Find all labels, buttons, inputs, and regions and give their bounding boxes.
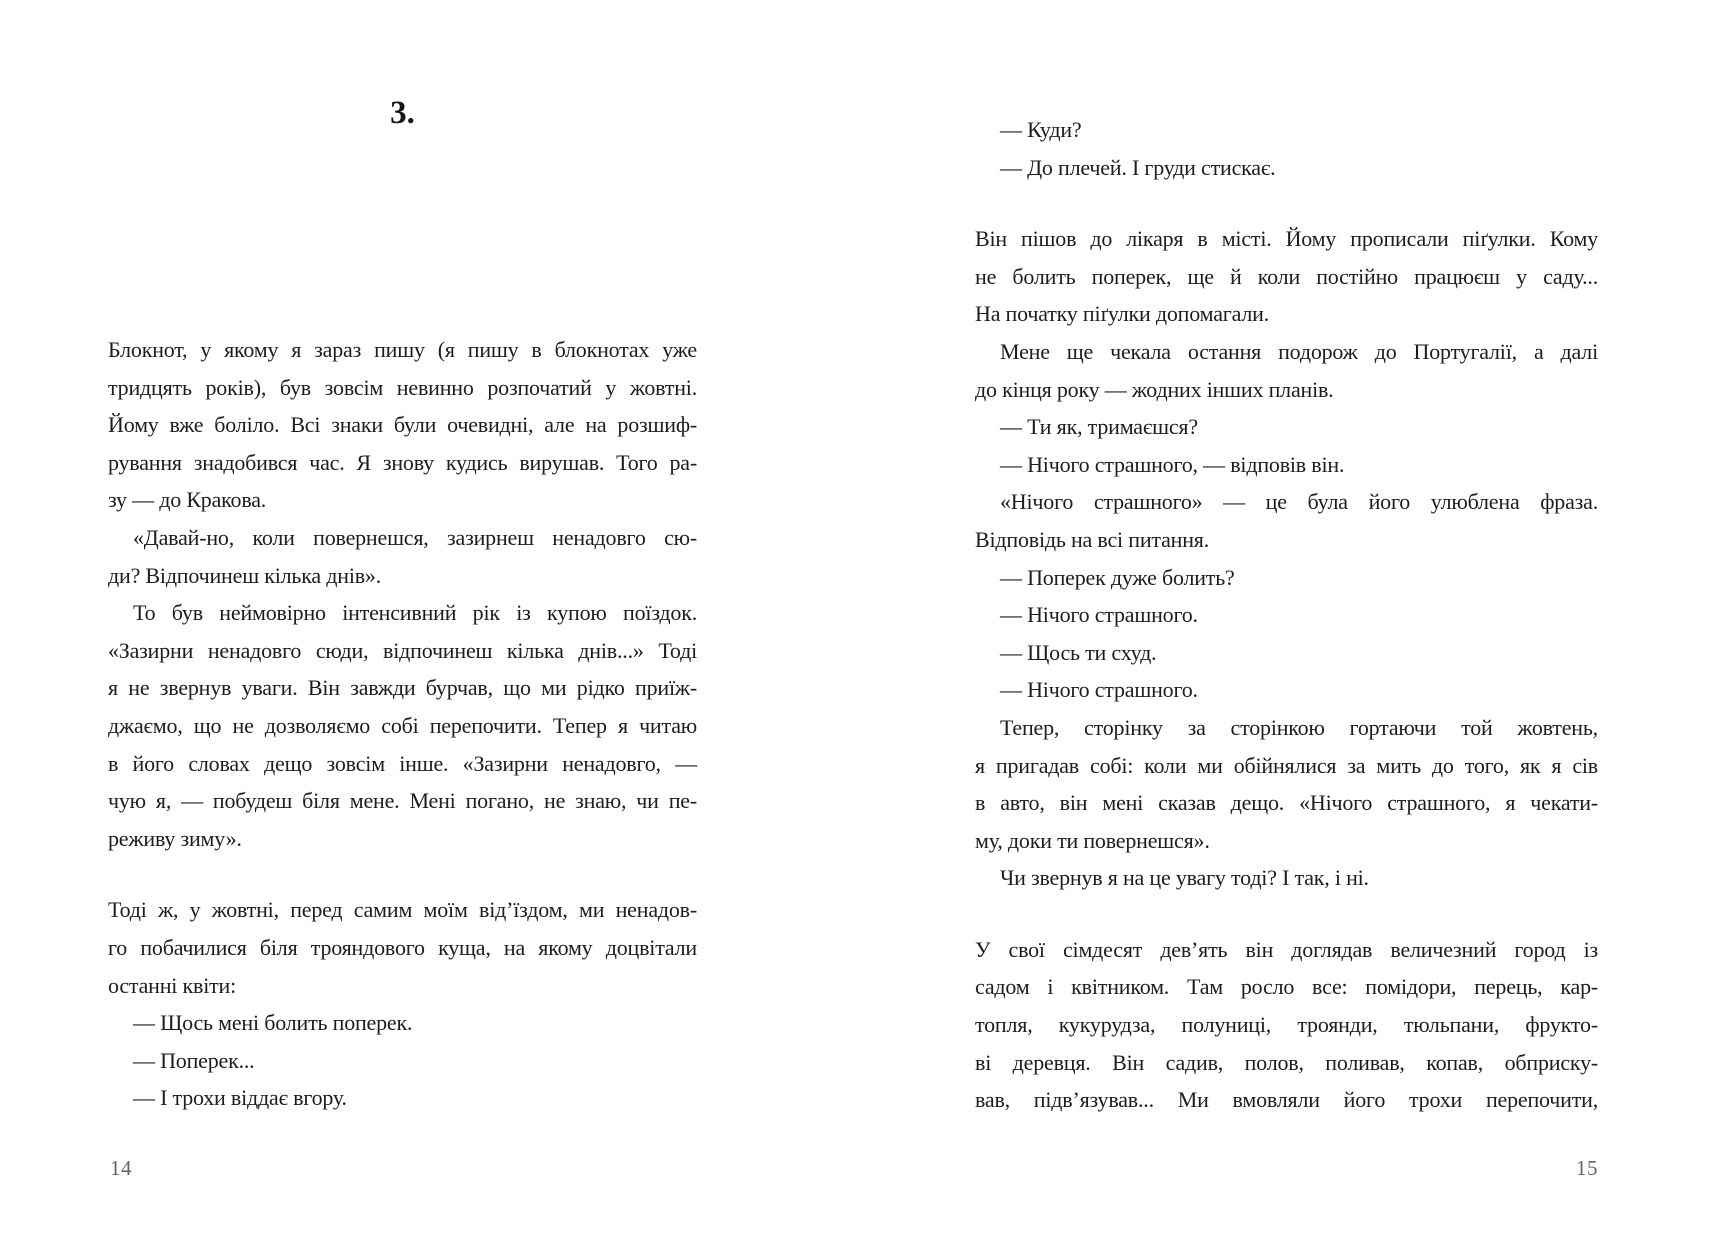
text-line: в його словах дещо зовсім інше. «Зазирни ненадовго, — bbox=[108, 750, 697, 776]
text-line: «Давай-но, коли повернешся, зазирнеш ненадовго сю- bbox=[133, 524, 697, 550]
text-line: топля, кукурудза, полуниці, троянди, тюльпани, фрукто- bbox=[975, 1012, 1598, 1038]
text-line: «Нічого страшного» — це була його улюблена фраза. bbox=[1000, 489, 1598, 515]
text-line: У свої сімдесят дев’ять він доглядав величезний город із bbox=[975, 936, 1598, 962]
text-line: ди? Відпочинеш кілька днів». bbox=[108, 562, 382, 588]
text-line: — Поперек дуже болить? bbox=[1000, 564, 1235, 590]
text-line: чую я, — побудеш біля мене. Мені погано, не знаю, чи пе- bbox=[108, 788, 697, 814]
text-line: — Нічого страшного. bbox=[1000, 602, 1198, 628]
text-line: му, доки ти повернешся». bbox=[975, 827, 1210, 853]
text-line: — Ти як, тримаєшся? bbox=[1000, 414, 1198, 440]
paragraph-gap bbox=[975, 897, 1598, 931]
text-line: в авто, він мені сказав дещо. «Нічого страшного, я чекати- bbox=[975, 790, 1598, 816]
text-line: — І трохи віддає вгору. bbox=[133, 1085, 347, 1111]
text-line: садом і квітником. Там росло все: помідори, перець, кар- bbox=[975, 974, 1598, 1000]
text-line: Тоді ж, у жовтні, перед самим моїм від’їздом, ми ненадов- bbox=[108, 897, 697, 923]
page-right-text-block bbox=[975, 111, 1598, 1119]
text-line: — Куди? bbox=[1000, 117, 1082, 142]
text-line: То був неймовірно інтенсивний рік із купою поїздок. bbox=[133, 600, 697, 626]
text-line: Блокнот, у якому я зараз пишу (я пишу в блокнотах уже bbox=[108, 337, 697, 362]
text-line: Мене ще чекала остання подорож до Португалії, а далі bbox=[1000, 338, 1598, 364]
text-line: На початку піґулки допомагали. bbox=[975, 301, 1270, 327]
text-line: рування знадобився час. Я знову кудись вирушав. Того ра- bbox=[108, 449, 697, 475]
paragraph-gap bbox=[975, 186, 1598, 220]
text-line: — Щось мені болить поперек. bbox=[133, 1010, 413, 1036]
text-line: останні квіти: bbox=[108, 972, 237, 998]
text-line: Йому вже боліло. Всі знаки були очевидні, але на розшиф- bbox=[108, 412, 697, 438]
text-line: Він пішов до лікаря в місті. Йому прописали піґулки. Кому bbox=[975, 226, 1598, 252]
text-line: — Нічого страшного, — відповів він. bbox=[1000, 451, 1345, 477]
text-line: тридцять років), був зовсім невинно розпочатий у жовтні. bbox=[108, 374, 697, 400]
text-line: го побачилися біля трояндового куща, на якому доцвітали bbox=[108, 934, 697, 960]
text-line: ві деревця. Він садив, полов, поливав, копав, обприску- bbox=[975, 1049, 1598, 1075]
text-line: до кінця року — жодних інших планів. bbox=[975, 376, 1334, 402]
page-number-left: 14 bbox=[110, 1156, 132, 1180]
page-number-right: 15 bbox=[1576, 1156, 1598, 1180]
text-line: Тепер, сторінку за сторінкою гортаючи той жовтень, bbox=[1000, 714, 1598, 740]
text-line: я пригадав собі: коли ми обійнялися за мить до того, як я сів bbox=[975, 752, 1598, 778]
chapter-number: 3. bbox=[390, 95, 415, 131]
text-line: — Нічого страшного. bbox=[1000, 677, 1198, 703]
text-line: — Щось ти схуд. bbox=[1000, 639, 1157, 665]
text-line: — До плечей. І груди стискає. bbox=[1000, 154, 1276, 180]
text-line: джаємо, що не дозволяємо собі перепочити. Тепер я читаю bbox=[108, 712, 697, 738]
text-line: вав, підв’язував... Ми вмовляли його трохи перепочити, bbox=[975, 1087, 1598, 1113]
text-line: «Зазирни ненадовго сюди, відпочинеш кілька днів...» Тоді bbox=[108, 637, 697, 663]
text-line: зу — до Кракова. bbox=[108, 487, 267, 513]
text-line: не болить поперек, ще й коли постійно працюєш у саду... bbox=[975, 263, 1598, 289]
text-line: — Поперек... bbox=[133, 1047, 255, 1073]
text-line: Чи звернув я на це увагу тоді? І так, і ні. bbox=[1000, 865, 1369, 891]
text-line: я не звернув уваги. Він завжди бурчав, що ми рідко приїж- bbox=[108, 675, 697, 701]
text-line: реживу зиму». bbox=[108, 825, 242, 851]
text-line: Відповідь на всі питання. bbox=[975, 526, 1210, 552]
